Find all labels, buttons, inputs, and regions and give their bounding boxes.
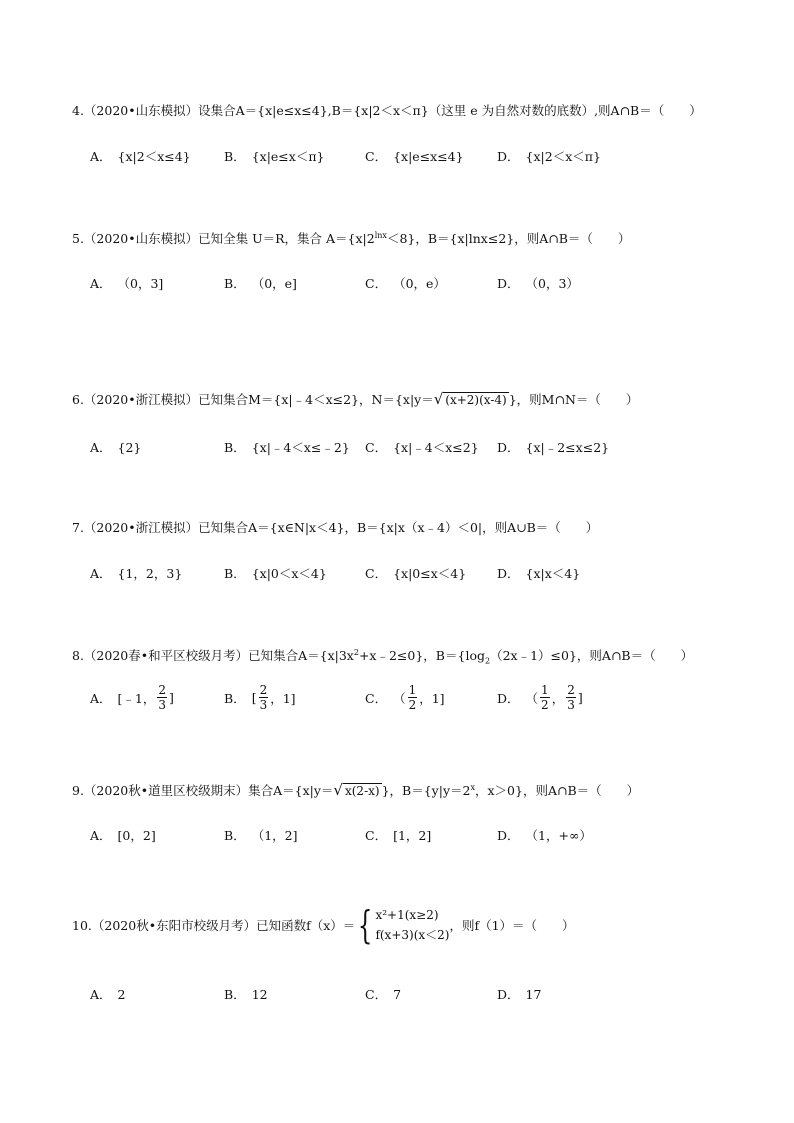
question-9-stem: 9.（2020秋•道里区校级期末）集合A＝{x|y＝ √ x(2-x) }，$B=\{y|y=2^x$，x＞0}，则A∩B＝（ ） xyxy=(72,781,640,799)
q5-option-d[interactable]: D． （0，3） xyxy=(497,276,579,291)
question-5-options xyxy=(90,274,770,314)
q9-option-c[interactable]: C． [1，2] xyxy=(365,828,432,843)
q9-option-b[interactable]: B． （1，2] xyxy=(224,828,298,843)
q10-option-b[interactable]: B． 12 xyxy=(224,986,268,1002)
q4-option-c[interactable]: C． {x|e≤x≤4} xyxy=(365,148,464,164)
q4-option-b[interactable]: B． {x|e≤x＜π} xyxy=(224,149,325,164)
piecewise-brace: { x²+1(x≥2) f(x+3)(x＜2) xyxy=(358,903,450,947)
q4-option-a[interactable]: A． {x|2＜x≤4} xyxy=(90,149,191,164)
fraction: $\frac{1}{2}$ xyxy=(541,683,549,712)
q6-option-b[interactable]: B． {x|﹣4＜x≤﹣2} xyxy=(224,440,350,455)
q6-option-a[interactable]: A． {2} xyxy=(90,439,142,455)
q7-option-c[interactable]: C． {x|0≤x＜4} xyxy=(365,566,467,581)
q5-exponent: lnx xyxy=(374,230,387,240)
q8-option-c[interactable]: C． （ $\frac{1}{2}$ ，1] xyxy=(365,683,445,712)
q7-option-a[interactable]: A． {1，2，3} xyxy=(90,566,183,581)
question-7-options xyxy=(90,564,770,604)
q8-option-b[interactable]: B． [ $\frac{2}{3}$ ，1] xyxy=(224,683,296,712)
q4-set-a: A＝{x|e≤x≤4} xyxy=(235,103,328,118)
q6-option-c[interactable]: C． {x|﹣4＜x≤2} xyxy=(365,440,479,455)
q7-option-d[interactable]: D． {x|x＜4} xyxy=(497,566,581,581)
question-10-stem: 10.（2020秋•东阳市校级月考）已知函数f（x）＝ { x²+1(x≥2) f(x+3)(x＜2) ，则f（1）＝（ ） xyxy=(72,903,575,947)
fraction: $\frac{1}{2}$ xyxy=(408,683,417,712)
question-6-stem: 6.（2020•浙江模拟）已知集合M＝{x|﹣4＜x≤2}，N＝{x|y＝ √ (x+2)(x-4) }，则M∩N＝（ ） xyxy=(72,390,639,408)
q9-sqrt: √ x(2-x) xyxy=(333,781,380,799)
q7-option-b[interactable]: B． {x|0＜x＜4} xyxy=(224,566,327,581)
question-4-options xyxy=(90,147,770,187)
question-4-stem xyxy=(72,101,702,119)
question-7-stem: 7.（2020•浙江模拟）已知集合A＝{x∈N|x＜4}，B＝{x|x（x﹣4）＜0|，则A∪B＝（ ） xyxy=(72,520,599,535)
question-8-options xyxy=(90,684,770,724)
q9-option-d[interactable]: D． （1，+∞） xyxy=(497,828,592,843)
fraction: $\frac{2}{3}$ xyxy=(158,683,167,712)
q4-option-d[interactable]: D． {x|2＜x＜π} xyxy=(497,149,601,164)
q6-sqrt: √ (x+2)(x-4) xyxy=(433,390,507,408)
q8-option-d[interactable]: D． （ $\frac{1}{2}$ ， $\frac{2}{3}$ ] xyxy=(497,683,583,712)
q4-suffix: （这里 e 为自然对数的底数）,则A∩B＝（ ） xyxy=(428,103,702,118)
q5-option-c[interactable]: C． （0，e） xyxy=(365,276,446,291)
q4-set-b: B＝{x|2＜x＜π} xyxy=(331,103,429,118)
question-5-stem: 5.（2020•山东模拟）已知全集 U＝R，集合 $A=\{x|2^{lnx}<8\}$，B＝{x|lnx≤2}，则A∩B＝（ ） xyxy=(72,230,631,246)
q9-option-a[interactable]: A． [0，2] xyxy=(90,828,156,843)
q5-option-a[interactable]: A． （0，3] xyxy=(90,276,164,291)
question-9-options xyxy=(90,826,770,866)
question-8-stem: 8.（2020春•和平区校级月考）已知集合$A=\{x|3x^2+x﹣2\le 0\}$，$B=\{\log_2(2x﹣1)\le 0\}$，则A∩B＝（ ） xyxy=(72,647,694,666)
q10-option-a[interactable]: A． 2 xyxy=(90,986,126,1002)
question-10-options xyxy=(90,985,770,1025)
case-1: x²+1(x≥2) xyxy=(375,908,439,922)
question-6-options xyxy=(90,438,770,478)
q6-option-d[interactable]: D． {x|﹣2≤x≤2} xyxy=(497,440,610,455)
q4-sep: , xyxy=(327,103,332,118)
q10-option-c[interactable]: C． 7 xyxy=(365,986,402,1002)
q5-option-b[interactable]: B． （0，e] xyxy=(224,276,297,291)
fraction: $\frac{2}{3}$ xyxy=(567,683,575,712)
case-2: f(x+3)(x＜2) xyxy=(375,928,450,942)
q10-option-d[interactable]: D． 17 xyxy=(497,986,542,1002)
fraction: $\frac{2}{3}$ xyxy=(259,683,268,712)
q8-option-a[interactable]: A． [﹣1， $\frac{2}{3}$ ] xyxy=(90,683,174,712)
q4-prefix: 4.（2020•山东模拟）设集合 xyxy=(72,103,236,118)
